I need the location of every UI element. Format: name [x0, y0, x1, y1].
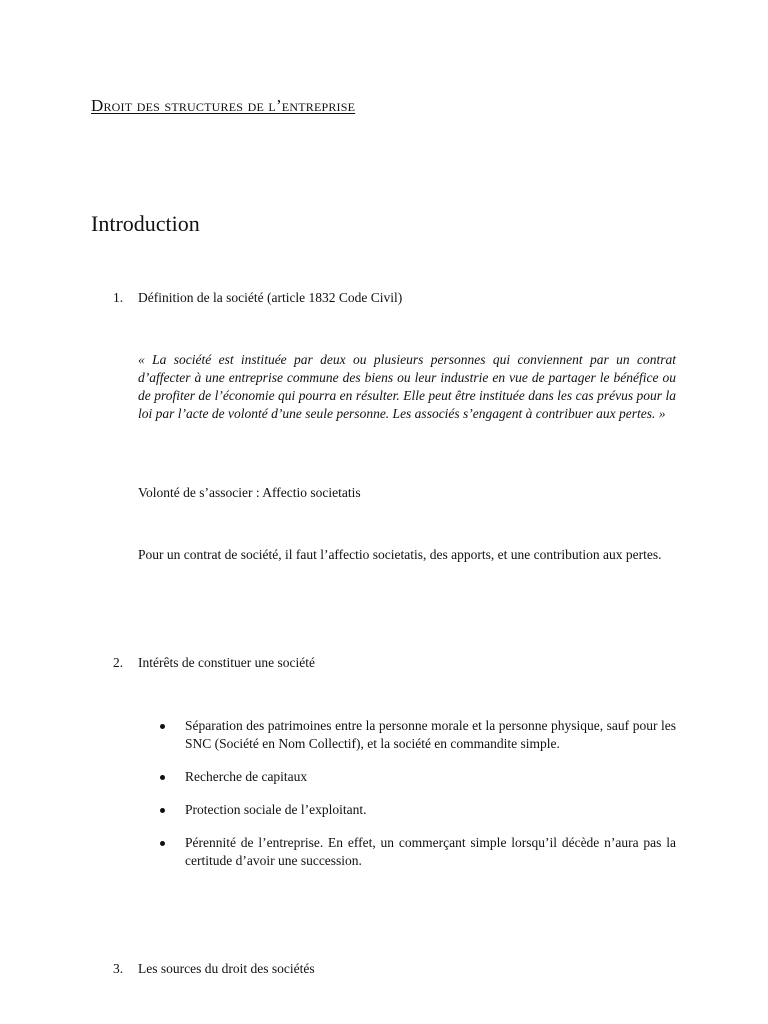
section-2-title: Intérêts de constituer une société: [138, 655, 315, 670]
document-title: Droit des structures de l’entreprise: [91, 96, 356, 115]
bullet-icon: [160, 775, 165, 780]
section-3-title: Les sources du droit des sociétés: [138, 961, 315, 976]
list-item-text: Recherche de capitaux: [185, 769, 308, 784]
list-item-text: Protection sociale de l’exploitant.: [185, 802, 367, 817]
section-2-number: 2.: [113, 655, 124, 670]
section-1-title: Définition de la société (article 1832 Code Civil): [138, 290, 403, 305]
list-item: [158, 717, 676, 753]
section-3: [113, 961, 315, 977]
section-1-number: 1.: [113, 290, 124, 305]
volonte-line: Volonté de s’associer : Affectio societatis: [138, 485, 361, 500]
list-item: [158, 801, 676, 819]
list-item-text: Pérennité de l’entreprise. En effet, un commerçant simple lorsqu’il décède n’aura pas la certitude d’avoir une succession.: [185, 835, 676, 868]
section-3-number: 3.: [113, 961, 124, 976]
section-2: [113, 655, 315, 671]
contrat-paragraph: Pour un contrat de société, il faut l’affectio societatis, des apports, et une contribution aux pertes.: [138, 547, 662, 562]
article-1832-quote: « La société est instituée par deux ou plusieurs personnes qui conviennent par un contrat d’affecter à une entreprise commune des biens ou leur industrie en vue de partager le bénéfice ou de profiter de l’économie qui pourra en résulter. Elle peut être instituée dans les cas prévus pour la loi par l’acte de volonté d’une seule personne. Les associés s’engagent à contribuer aux pertes. »: [138, 352, 676, 421]
interets-list: [158, 717, 676, 885]
bullet-icon: [160, 841, 165, 846]
bullet-icon: [160, 724, 165, 729]
introduction-heading: Introduction: [91, 211, 200, 236]
list-item: [158, 768, 676, 786]
list-item-text: Séparation des patrimoines entre la personne morale et la personne physique, sauf pour les SNC (Société en Nom Collectif), et la société en commandite simple.: [185, 718, 676, 751]
list-item: [158, 834, 676, 870]
section-1: [113, 290, 402, 306]
bullet-icon: [160, 808, 165, 813]
